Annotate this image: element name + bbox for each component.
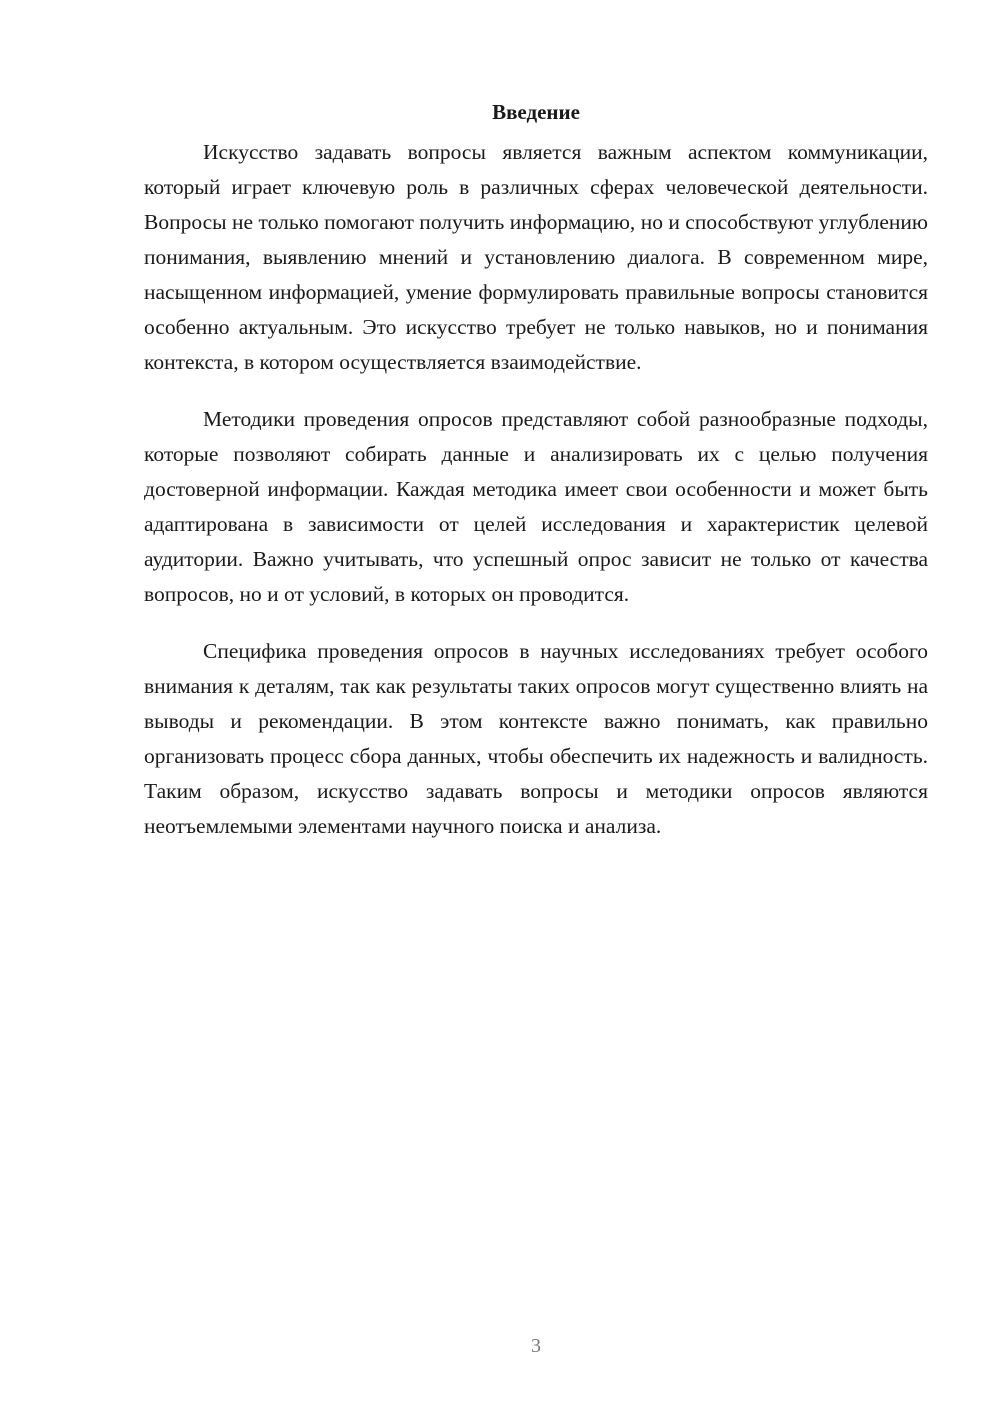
page-number: 3 [531,1335,541,1357]
paragraph-3: Специфика проведения опросов в научных исследованиях требует особого внимания к деталям, так как результаты таких опросов могут существенно влиять на выводы и рекомендации. В этом контексте важно понимать, как правильно организовать процесс сбора данных, чтобы обеспечить их надежность и валидность. Таким образом, искусство задавать вопросы и методики опросов являются неотъемлемыми элементами научного поиска и анализа. [144,639,928,838]
paragraph-1: Искусство задавать вопросы является важным аспектом коммуникации, который играет ключевую роль в различных сферах человеческой деятельности. Вопросы не только помогают получить информацию, но и способствуют углублению понимания, выявлению мнений и установлению диалога. В современном мире, насыщенном информацией, умение формулировать правильные вопросы становится особенно актуальным. Это искусство требует не только навыков, но и понимания контекста, в котором осуществляется взаимодействие. [144,140,928,374]
page-content [144,99,928,866]
section-heading: Введение [492,100,580,124]
paragraph-2: Методики проведения опросов представляют собой разнообразные подходы, которые позволяют собирать данные и анализировать их с целью получения достоверной информации. Каждая методика имеет свои особенности и может быть адаптирована в зависимости от целей исследования и характеристик целевой аудитории. Важно учитывать, что успешный опрос зависит не только от качества вопросов, но и от условий, в которых он проводится. [144,407,928,606]
